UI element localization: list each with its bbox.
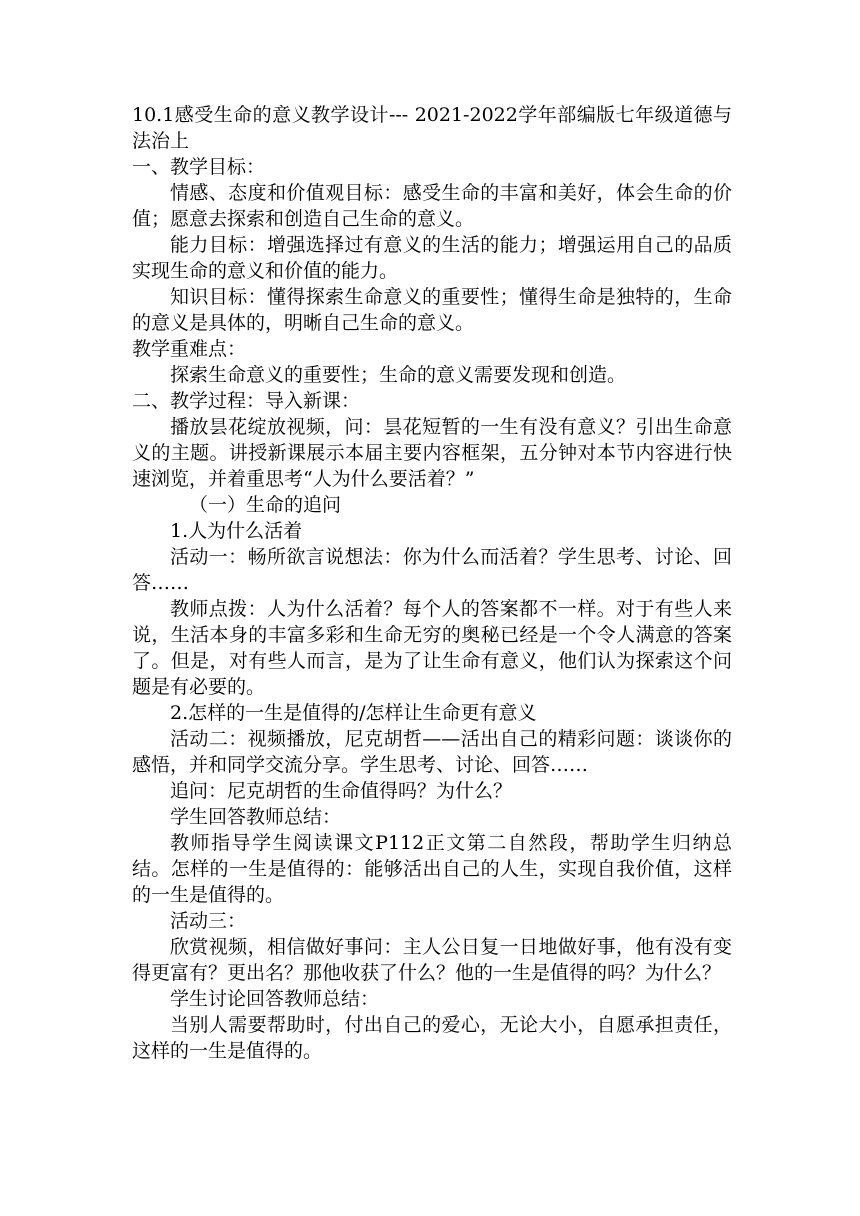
paragraph: 欣赏视频，相信做好事问：主人公日复一日地做好事，他有没有变得更富有？更出名？那他收获了什么？他的一生是值得的吗？为什么？ [132, 936, 732, 984]
paragraph: 追问：尼克胡哲的生命值得吗？为什么？ [170, 780, 513, 802]
paragraph: 1.人为什么活着 [170, 520, 303, 542]
paragraph: 学生讨论回答教师总结： [170, 988, 380, 1010]
paragraph: 教学重难点： [132, 338, 247, 360]
paragraph: 能力目标：增强选择过有意义的生活的能力；增强运用自己的品质实现生命的意义和价值的能力。 [132, 234, 732, 282]
paragraph: （一）生命的追问 [189, 494, 342, 516]
paragraph: 探索生命意义的重要性；生命的意义需要发现和创造。 [170, 364, 627, 386]
paragraph: 活动三： [170, 910, 247, 932]
document-title: 10.1感受生命的意义教学设计--- 2021-2022学年部编版七年级道德与法治上 [132, 104, 732, 152]
paragraph: 知识目标：懂得探索生命意义的重要性；懂得生命是独特的，生命的意义是具体的，明晰自己生命的意义。 [132, 286, 732, 334]
paragraph: 教师点拨：人为什么活着？每个人的答案都不一样。对于有些人来说，生活本身的丰富多彩和生命无穷的奥秘已经是一个令人满意的答案了。但是，对有些人而言，是为了让生命有意义，他们认为探索这个问题是有必要的。 [132, 598, 732, 698]
paragraph: 一、教学目标： [132, 156, 266, 178]
paragraph: 学生回答教师总结： [170, 806, 342, 828]
paragraph: 二、教学过程：导入新课： [132, 390, 361, 412]
paragraph: 2.怎样的一生是值得的/怎样让生命更有意义 [170, 702, 537, 724]
document-body [132, 102, 732, 1064]
paragraph: 播放昙花绽放视频，问：昙花短暂的一生有没有意义？引出生命意义的主题。讲授新课展示本届主要内容框架，五分钟对本节内容进行快速浏览，并着重思考“人为什么要活着？” [132, 416, 732, 490]
paragraph: 情感、态度和价值观目标：感受生命的丰富和美好，体会生命的价值；愿意去探索和创造自己生命的意义。 [132, 182, 732, 230]
paragraph: 教师指导学生阅读课文P112正文第二自然段，帮助学生归纳总结。怎样的一生是值得的：能够活出自己的人生，实现自我价值，这样的一生是值得的。 [132, 832, 732, 906]
paragraph: 活动二：视频播放，尼克胡哲——活出自己的精彩问题：谈谈你的感悟，并和同学交流分享。学生思考、讨论、回答…… [132, 728, 732, 776]
paragraph: 当别人需要帮助时，付出自己的爱心，无论大小，自愿承担责任，这样的一生是值得的。 [132, 1014, 732, 1062]
paragraph: 活动一：畅所欲言说想法：你为什么而活着？学生思考、讨论、回答…… [132, 546, 732, 594]
paragraph-list [132, 154, 732, 1064]
